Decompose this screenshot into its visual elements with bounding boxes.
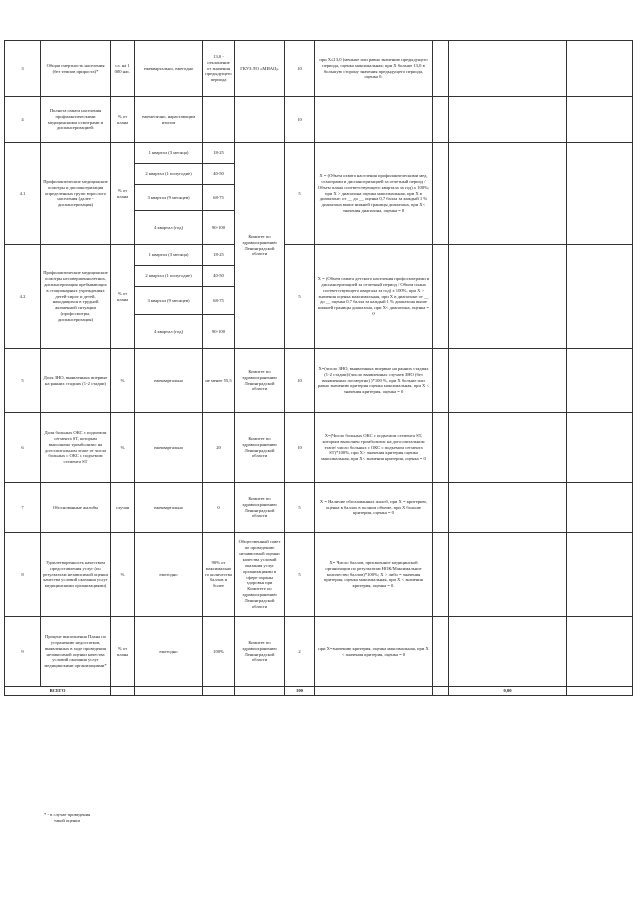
table-row	[5, 41, 633, 97]
period-cell: ежегодно	[135, 617, 203, 687]
score-cell	[449, 533, 567, 617]
source-cell: Комитет по здравоохранению Ленинградской области	[235, 483, 285, 533]
period-cell: 2 квартал (1 полугодие)	[135, 266, 203, 287]
indicator-name: Полнота охвата населения профилактическими медицинскими осмотрами и диспансеризацией:	[41, 97, 111, 143]
empty-cell	[111, 687, 135, 696]
weight-cell: 10	[285, 413, 315, 483]
weight-cell: 5	[285, 245, 315, 349]
footnote	[44, 812, 90, 824]
indicator-name: Профилактические медицинские осмотры несовершеннолетних, диспансеризация пребывающих в стационарных учреждениях детей-сирот и детей, находящихся в трудной жизненной ситуации (профосмотры, диспансеризация)	[41, 245, 111, 349]
table-row	[5, 533, 633, 617]
mark-cell	[433, 245, 449, 349]
weight-cell: 10	[285, 349, 315, 413]
source-cell: Комитет по здравоохранению Ленинградской области	[235, 413, 285, 483]
score-cell	[449, 245, 567, 349]
table-row	[5, 143, 633, 164]
footnote-line: * - в случае проведения	[44, 812, 91, 817]
empty-cell	[135, 687, 203, 696]
source-cell: ГКУЗ ЛО «МИАЦ»	[235, 41, 285, 97]
row-number: 4.1	[5, 143, 41, 245]
mark-cell	[433, 483, 449, 533]
row-number: 4.2	[5, 245, 41, 349]
method-cell: X= Число баллов, присвоенное медицинской организации по результатам НОК/Максимальное количество баллов)*100%; X > либо = значения критерия, оценка максимальная, при X < значения критерия, оценка = 0.	[315, 533, 433, 617]
note-cell	[567, 245, 633, 349]
period-cell: 1 квартал (3 месяца)	[135, 143, 203, 164]
target-cell: 100%	[203, 617, 235, 687]
table-row	[5, 617, 633, 687]
footnote-line: такой оценки	[54, 817, 80, 823]
target-cell: 40-50	[203, 266, 235, 287]
note-cell	[567, 41, 633, 97]
indicator-name: Удовлетворенность качеством предоставления услуг (по результатам независимой оценки качества условий оказания услуг медицинскими организациями)	[41, 533, 111, 617]
score-cell	[449, 349, 567, 413]
source-cell: Комитет по здравоохранению Ленинградской области	[235, 349, 285, 413]
mark-cell	[433, 413, 449, 483]
period-cell: 1 квартал (3 месяца)	[135, 245, 203, 266]
weight-cell: 10	[285, 41, 315, 97]
period-cell: ежеквартально	[135, 483, 203, 533]
period-cell: ежеквартально, ежегодно	[135, 41, 203, 97]
row-number: 7	[5, 483, 41, 533]
note-cell	[567, 617, 633, 687]
note-cell	[567, 97, 633, 143]
table-row	[5, 245, 633, 266]
target-cell: 0	[203, 483, 235, 533]
table-row	[5, 97, 633, 143]
unit-cell: %	[111, 413, 135, 483]
note-cell	[567, 533, 633, 617]
indicator-name: Доля больных ОКС с подъемом сегмента ST, которым выполнено тромболизис на догоспитальном этапе от числа больных с ОКС с подъемом сегмента ST	[41, 413, 111, 483]
indicator-name: Общая смертность населения (без темпов прироста)*	[41, 41, 111, 97]
period-cell: 4 квартал (год)	[135, 315, 203, 349]
source-cell	[235, 97, 285, 143]
target-cell: 18-25	[203, 143, 235, 164]
indicator-name: Профилактические медицинские осмотры и диспансеризация определенных групп взрослого населения (далее - диспансеризация)	[41, 143, 111, 245]
target-cell: 20	[203, 413, 235, 483]
unit-cell: %	[111, 533, 135, 617]
indicators-table	[4, 40, 633, 696]
period-cell: 4 квартал (год)	[135, 211, 203, 245]
indicator-name: Доля ЗНО, выявленных впервые на ранних стадиях (1-2 стадии)	[41, 349, 111, 413]
target-cell: 90-100	[203, 211, 235, 245]
source-cell: Общественный совет по проведению независимой оценки качества условий оказания услуг организациями в сфере охраны здоровья при Комитете по здравоохранению Ленинградской области	[235, 533, 285, 617]
method-cell: при X=значению критерия, оценка максимальная, при X < значения критерия, оценка = 0	[315, 617, 433, 687]
weight-cell: 5	[285, 533, 315, 617]
score-cell	[449, 41, 567, 97]
table-row	[5, 413, 633, 483]
method-cell: X = (Объем охвата населения профилактическими мед. осмотрами и диспансеризацией за отчетный период / Объем плана соответствующего квартала за год) х 100%; при X > диапазона оценка максимальная, при X в диапазоне: от __ до __ оценка 0,7 балла за каждый 1 % диапазона выше нижней границы диапазона, при X< значения диапазона, оценка = 0	[315, 143, 433, 245]
row-number: 8	[5, 533, 41, 617]
target-cell: 13,0 - отклонение от значения предыдущего периода	[203, 41, 235, 97]
row-number: 3	[5, 41, 41, 97]
empty-cell	[203, 687, 235, 696]
row-number: 5	[5, 349, 41, 413]
mark-cell	[433, 143, 449, 245]
unit-cell: %	[111, 349, 135, 413]
mark-cell	[433, 97, 449, 143]
unit-cell: % от плана	[111, 245, 135, 349]
source-cell: Комитет по здравоохранению Ленинградской области	[235, 617, 285, 687]
mark-cell	[433, 349, 449, 413]
period-cell: 3 квартал (9 месяцев)	[135, 185, 203, 211]
method-cell: X=(число ЗНО, выявленных впервые на ранних стадиях (1-2 стадии)/(число выявленных случаев ЗНО (без выявленных посмертно) )*100 %, при X больше или равно значению критерия оценка максимальная, при X < значения критерия, оценка = 0	[315, 349, 433, 413]
note-cell	[567, 349, 633, 413]
score-cell	[449, 483, 567, 533]
unit-cell: % от плана	[111, 617, 135, 687]
period-cell: ежемесячно, нарастающим итогом	[135, 97, 203, 143]
period-cell: ежеквартально	[135, 349, 203, 413]
score-cell	[449, 413, 567, 483]
table-row	[5, 483, 633, 533]
mark-cell	[433, 41, 449, 97]
note-cell	[567, 483, 633, 533]
period-cell: ежеквартально	[135, 413, 203, 483]
unit-cell: % от плана	[111, 143, 135, 245]
target-cell	[203, 97, 235, 143]
total-label: ВСЕГО	[5, 687, 111, 696]
table-row	[5, 349, 633, 413]
total-row	[5, 687, 633, 696]
total-weight: 100	[285, 687, 315, 696]
row-number: 6	[5, 413, 41, 483]
empty-cell	[235, 687, 285, 696]
indicator-name: Обоснованные жалобы	[41, 483, 111, 533]
weight-cell: 2	[285, 617, 315, 687]
unit-cell: сл. на 1 000 нас.	[111, 41, 135, 97]
method-cell	[315, 97, 433, 143]
period-cell: ежегодно	[135, 533, 203, 617]
row-number: 9	[5, 617, 41, 687]
target-cell: 40-50	[203, 164, 235, 185]
score-cell	[449, 97, 567, 143]
target-cell: 68-75	[203, 185, 235, 211]
mark-cell	[433, 533, 449, 617]
target-cell: 90-100	[203, 315, 235, 349]
weight-cell: 10	[285, 97, 315, 143]
source-cell: Комитет по здравоохранению Ленинградской области	[235, 143, 285, 349]
unit-cell: % от плана	[111, 97, 135, 143]
empty-cell	[315, 687, 433, 696]
mark-cell	[433, 617, 449, 687]
note-cell	[567, 143, 633, 245]
note-cell	[567, 413, 633, 483]
empty-cell	[567, 687, 633, 696]
target-cell: 68-75	[203, 287, 235, 315]
period-cell: 2 квартал (1 полугодие)	[135, 164, 203, 185]
total-score: 0,00	[449, 687, 567, 696]
method-cell: при X≤13,0 (меньше или равно значению предыдущего периода, оценка максимальная; при X больше 13,0 в большую сторону значения предыдущего периода, оценка 0.	[315, 41, 433, 97]
row-number: 4	[5, 97, 41, 143]
score-cell	[449, 617, 567, 687]
weight-cell: 5	[285, 483, 315, 533]
score-cell	[449, 143, 567, 245]
unit-cell: случаи	[111, 483, 135, 533]
method-cell: X = (Объем охвата детского населения профосмотрами и диспансеризацией за отчетный период / Объем плана соответствующего квартала за год) х 100%, при X > значения оценка максимальная, при X в диапазоне от __ до __ оценка 0,7 балла за каждый 1 % диапазона выше нижней границы диапазона, при X< диапазона, оценка = 0	[315, 245, 433, 349]
target-cell: 18-25	[203, 245, 235, 266]
target-cell: не менее 55,5	[203, 349, 235, 413]
method-cell: X=(Число больных ОКС с подъемом сегмента ST, которым выполнен тромболизис на догоспитальном этапе/ число больных с ОКС с подъемом сегмента ST)*100%, при X> значения критерия оценка максимальная, при X< значения критерия, оценка = 0	[315, 413, 433, 483]
period-cell: 3 квартал (9 месяцев)	[135, 287, 203, 315]
empty-cell	[433, 687, 449, 696]
target-cell: 90% от максимального количества баллов и более	[203, 533, 235, 617]
indicator-name: Процент выполнения Плана по устранению недостатков, выявленных в ходе проведения независимой оценки качества условий оказания услуг медицинскими организациями*	[41, 617, 111, 687]
method-cell: X = Наличие обоснованных жалоб, при X = критерию, оценка в баллах в полном объеме, при X больше критерия, оценка = 0	[315, 483, 433, 533]
weight-cell: 5	[285, 143, 315, 245]
